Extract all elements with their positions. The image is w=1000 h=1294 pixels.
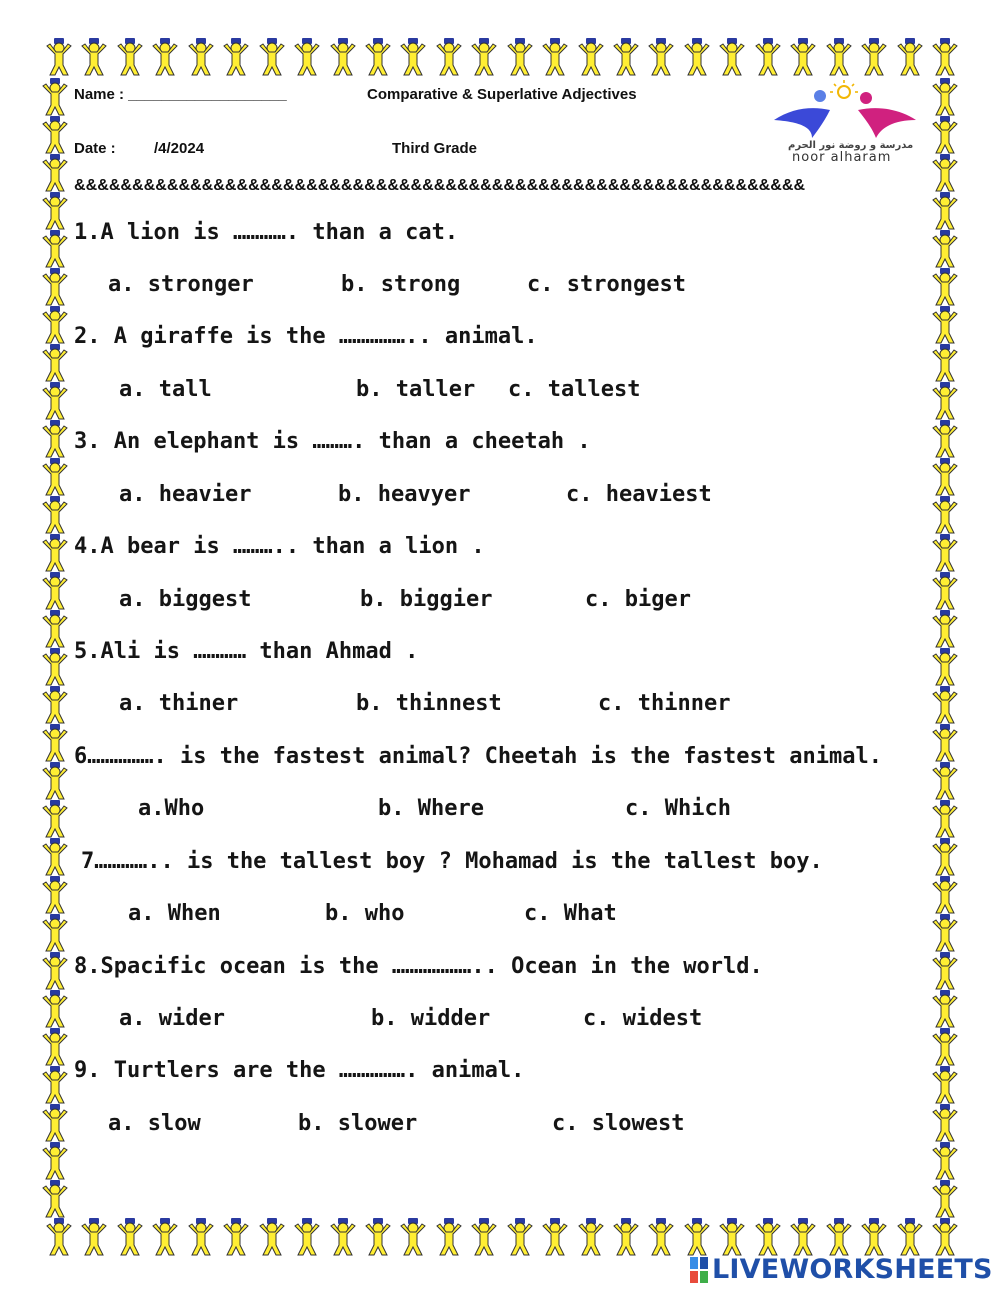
question-3: 3. An elephant is ………. than a cheetah . xyxy=(74,429,591,454)
border-bottom-figure-icon xyxy=(115,1218,145,1258)
border-bottom-figure-icon xyxy=(79,1218,109,1258)
border-top-figure-icon xyxy=(788,38,818,78)
border-right-figure-icon xyxy=(930,458,962,496)
border-bottom-figure-icon xyxy=(753,1218,783,1258)
border-right-figure-icon xyxy=(930,1104,962,1142)
border-right-figure-icon xyxy=(930,1066,962,1104)
blue-figure-icon xyxy=(774,90,830,138)
grade-label: Third Grade xyxy=(392,140,478,157)
border-top-figure-icon xyxy=(150,38,180,78)
border-left-figure-icon xyxy=(40,572,72,610)
border-left-figure-icon xyxy=(40,762,72,800)
border-right-figure-icon xyxy=(930,572,962,610)
question-9: 9. Turtlers are the ……………. animal. xyxy=(74,1058,525,1083)
border-top-figure-icon xyxy=(824,38,854,78)
border-left-figure-icon xyxy=(40,1066,72,1104)
border-right-figure-icon xyxy=(930,838,962,876)
border-top-figure-icon xyxy=(328,38,358,78)
border-top-figure-icon xyxy=(115,38,145,78)
border-left-figure-icon xyxy=(40,154,72,192)
border-left-figure-icon xyxy=(40,914,72,952)
q8-option-a: a. wider xyxy=(119,1006,225,1031)
border-right-figure-icon xyxy=(930,230,962,268)
border-top-figure-icon xyxy=(292,38,322,78)
date-value: /4/2024 xyxy=(154,140,205,157)
border-bottom-figure-icon xyxy=(824,1218,854,1258)
q9-option-a: a. slow xyxy=(108,1111,201,1136)
question-1: 1.A lion is …………. than a cat. xyxy=(74,220,459,245)
border-left-figure-icon xyxy=(40,1104,72,1142)
border-top-figure-icon xyxy=(576,38,606,78)
border-bottom-figure-icon xyxy=(186,1218,216,1258)
border-top-figure-icon xyxy=(646,38,676,78)
border-top-figure-icon xyxy=(717,38,747,78)
border-left-figure-icon xyxy=(40,686,72,724)
border-left-figure-icon xyxy=(40,192,72,230)
border-left-figure-icon xyxy=(40,344,72,382)
border-right-figure-icon xyxy=(930,914,962,952)
question-6: 6……………. is the fastest animal? Cheetah is the fastest animal. xyxy=(74,744,882,769)
worksheet-title: Comparative & Superlative Adjectives xyxy=(367,86,637,103)
border-left-figure-icon xyxy=(40,1028,72,1066)
border-top-figure-icon xyxy=(753,38,783,78)
q8-option-c: c. widest xyxy=(583,1006,703,1031)
border-bottom-figure-icon xyxy=(434,1218,464,1258)
border-bottom-figure-icon xyxy=(221,1218,251,1258)
border-bottom-figure-icon xyxy=(576,1218,606,1258)
border-bottom-figure-icon xyxy=(505,1218,535,1258)
border-left-figure-icon xyxy=(40,610,72,648)
border-bottom-figure-icon xyxy=(611,1218,641,1258)
border-right-figure-icon xyxy=(930,344,962,382)
border-bottom-figure-icon xyxy=(150,1218,180,1258)
border-left-figure-icon xyxy=(40,724,72,762)
question-2: 2. A giraffe is the …………….. animal. xyxy=(74,324,538,349)
q4-option-b: b. biggier xyxy=(360,587,493,612)
q7-option-b: b. who xyxy=(325,901,405,926)
border-right-figure-icon xyxy=(930,116,962,154)
border-top-figure-icon xyxy=(611,38,641,78)
border-left-figure-icon xyxy=(40,306,72,344)
q5-option-a: a. thiner xyxy=(119,691,239,716)
border-left-figure-icon xyxy=(40,230,72,268)
border-bottom-figure-icon xyxy=(257,1218,287,1258)
q6-option-c: c. Which xyxy=(625,796,731,821)
q3-option-b: b. heavyer xyxy=(338,482,471,507)
border-bottom-figure-icon xyxy=(540,1218,570,1258)
border-bottom-figure-icon xyxy=(717,1218,747,1258)
border-right-figure-icon xyxy=(930,686,962,724)
border-right-figure-icon xyxy=(930,534,962,572)
q1-option-b: b. strong xyxy=(341,272,461,297)
border-bottom-figure-icon xyxy=(646,1218,676,1258)
q4-option-c: c. biger xyxy=(585,587,691,612)
q5-option-c: c. thinner xyxy=(598,691,731,716)
border-bottom-figure-icon xyxy=(44,1218,74,1258)
border-bottom-figure-icon xyxy=(859,1218,889,1258)
border-right-figure-icon xyxy=(930,420,962,458)
border-right-figure-icon xyxy=(930,78,962,116)
border-left-figure-icon xyxy=(40,800,72,838)
border-left-figure-icon xyxy=(40,382,72,420)
q9-option-c: c. slowest xyxy=(552,1111,685,1136)
border-top-figure-icon xyxy=(859,38,889,78)
border-left-figure-icon xyxy=(40,458,72,496)
border-right-figure-icon xyxy=(930,382,962,420)
date-label: Date : xyxy=(74,140,116,157)
border-bottom xyxy=(44,1218,960,1258)
border-left-figure-icon xyxy=(40,990,72,1028)
q2-option-c: c. tallest xyxy=(508,377,641,402)
border-left-figure-icon xyxy=(40,268,72,306)
liveworksheets-brand[interactable] xyxy=(690,1254,993,1285)
border-left-figure-icon xyxy=(40,420,72,458)
border-top-figure-icon xyxy=(434,38,464,78)
border-top-figure-icon xyxy=(398,38,428,78)
border-left-figure-icon xyxy=(40,496,72,534)
border-bottom-figure-icon xyxy=(398,1218,428,1258)
border-right-figure-icon xyxy=(930,800,962,838)
liveworksheets-text: LIVEWORKSHEETS xyxy=(712,1254,993,1285)
border-left-figure-icon xyxy=(40,1142,72,1180)
magenta-figure-icon xyxy=(858,92,916,138)
border-right-figure-icon xyxy=(930,724,962,762)
border-right-figure-icon xyxy=(930,952,962,990)
border-top-figure-icon xyxy=(221,38,251,78)
q6-option-a: a.Who xyxy=(138,796,205,821)
border-top-figure-icon xyxy=(469,38,499,78)
border-right-figure-icon xyxy=(930,1142,962,1180)
border-left-figure-icon xyxy=(40,78,72,116)
border-left-figure-icon xyxy=(40,116,72,154)
border-right-figure-icon xyxy=(930,192,962,230)
border-left-figure-icon xyxy=(40,648,72,686)
border-top-figure-icon xyxy=(186,38,216,78)
border-right-figure-icon xyxy=(930,876,962,914)
logo-arabic-text: مدرسة و روضة نور الحرم xyxy=(788,140,914,151)
border-bottom-figure-icon xyxy=(292,1218,322,1258)
border-right-figure-icon xyxy=(930,496,962,534)
q6-option-b: b. Where xyxy=(378,796,484,821)
q3-option-c: c. heaviest xyxy=(566,482,712,507)
question-4: 4.A bear is ……….. than a lion . xyxy=(74,534,485,559)
q5-option-b: b. thinnest xyxy=(356,691,502,716)
border-top-figure-icon xyxy=(505,38,535,78)
question-8: 8.Spacific ocean is the ……………….. Ocean in the world. xyxy=(74,954,763,979)
border-right-figure-icon xyxy=(930,610,962,648)
border-right-figure-icon xyxy=(930,1180,962,1218)
border-bottom-figure-icon xyxy=(930,1218,960,1258)
border-top-figure-icon xyxy=(44,38,74,78)
question-7: 7………….. is the tallest boy ? Mohamad is the tallest boy. xyxy=(81,849,823,874)
border-top-figure-icon xyxy=(363,38,393,78)
border-bottom-figure-icon xyxy=(788,1218,818,1258)
border-right-figure-icon xyxy=(930,762,962,800)
border-left xyxy=(40,78,72,1218)
border-left-figure-icon xyxy=(40,876,72,914)
border-top-figure-icon xyxy=(895,38,925,78)
sun-icon xyxy=(830,80,858,98)
border-bottom-figure-icon xyxy=(895,1218,925,1258)
q2-option-b: b. taller xyxy=(356,377,476,402)
border-right-figure-icon xyxy=(930,154,962,192)
border-right-figure-icon xyxy=(930,268,962,306)
q1-option-a: a. stronger xyxy=(108,272,254,297)
border-right xyxy=(930,78,962,1218)
border-bottom-figure-icon xyxy=(363,1218,393,1258)
q3-option-a: a. heavier xyxy=(119,482,252,507)
border-left-figure-icon xyxy=(40,952,72,990)
border-left-figure-icon xyxy=(40,534,72,572)
border-left-figure-icon xyxy=(40,838,72,876)
border-bottom-figure-icon xyxy=(682,1218,712,1258)
q7-option-a: a. When xyxy=(128,901,221,926)
border-bottom-figure-icon xyxy=(328,1218,358,1258)
logo-english-text: noor alharam xyxy=(792,150,892,165)
border-left-figure-icon xyxy=(40,1180,72,1218)
q9-option-b: b. slower xyxy=(298,1111,418,1136)
border-right-figure-icon xyxy=(930,648,962,686)
border-right-figure-icon xyxy=(930,1028,962,1066)
border-bottom-figure-icon xyxy=(469,1218,499,1258)
separator-line: &&&&&&&&&&&&&&&&&&&&&&&&&&&&&&&&&&&&&&&&&&&&&&&&&&&&&&&&&&&&&&& xyxy=(74,177,806,194)
q4-option-a: a. biggest xyxy=(119,587,252,612)
border-top-figure-icon xyxy=(540,38,570,78)
border-top-figure-icon xyxy=(682,38,712,78)
border-right-figure-icon xyxy=(930,990,962,1028)
liveworksheets-logo-icon xyxy=(690,1257,708,1283)
border-right-figure-icon xyxy=(930,306,962,344)
border-top-figure-icon xyxy=(930,38,960,78)
border-top xyxy=(44,38,960,78)
q1-option-c: c. strongest xyxy=(527,272,686,297)
q2-option-a: a. tall xyxy=(119,377,212,402)
question-5: 5.Ali is ………… than Ahmad . xyxy=(74,639,419,664)
q7-option-c: c. What xyxy=(524,901,617,926)
border-top-figure-icon xyxy=(79,38,109,78)
q8-option-b: b. widder xyxy=(371,1006,491,1031)
name-label: Name : ___________________ xyxy=(74,86,287,103)
border-top-figure-icon xyxy=(257,38,287,78)
